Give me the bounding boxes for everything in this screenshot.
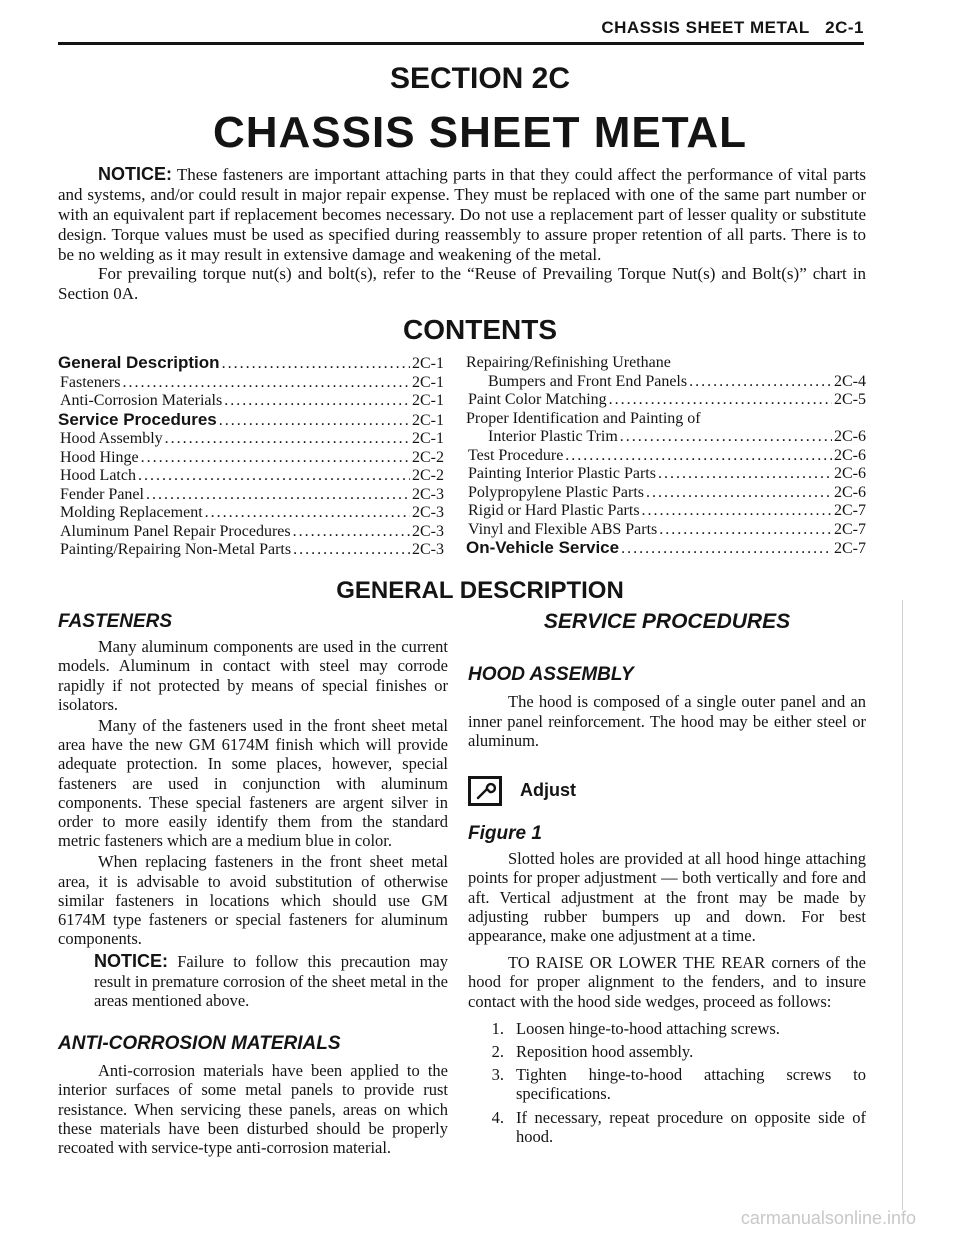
leader-dots <box>689 373 832 392</box>
contents-entry <box>58 430 444 449</box>
leader-dots <box>642 502 832 521</box>
notice-block <box>58 164 866 265</box>
contents-entry-label: Painting Interior Plastic Parts <box>468 465 656 482</box>
wrench-icon <box>468 776 502 806</box>
service-procedures-heading: SERVICE PROCEDURES <box>543 610 791 633</box>
contents-heading-line <box>466 354 866 373</box>
contents-entry-label: Hood Hinge <box>60 448 139 466</box>
contents-entry-page: 2C-1 <box>412 392 444 409</box>
prevailing-torque-text: For prevailing torque nut(s) and bolt(s), refer to the “Reuse of Prevailing Torque Nut(s) and Bolt(s)” chart in Section 0A. <box>58 264 866 303</box>
step-number: 2. <box>491 1042 504 1062</box>
contents-entry-label: Painting/Repairing Non-Metal Parts <box>60 541 292 558</box>
contents-entry-page: 2C-2 <box>412 448 444 466</box>
contents-entry-label: Fender Panel <box>60 485 144 503</box>
leader-dots <box>565 447 832 466</box>
step-number: 4. <box>491 1107 504 1127</box>
contents-entry-page: 2C-3 <box>412 504 444 521</box>
contents-entry <box>58 392 444 411</box>
step-text: Reposition hood assembly. <box>516 1042 694 1062</box>
fasteners-notice-label: NOTICE: <box>94 951 168 972</box>
leader-dots <box>658 465 832 484</box>
contents-entry-page: 2C-7 <box>834 502 866 519</box>
running-header: CHASSIS SHEET METAL 2C-1 <box>601 18 864 37</box>
leader-dots <box>609 391 832 410</box>
leader-dots <box>141 449 410 468</box>
contents-entry-label: Proper Identification and Painting of <box>466 409 701 427</box>
contents-entry-label: Vinyl and Flexible ABS Parts <box>468 520 658 538</box>
contents-entry-label: Aluminum Panel Repair Procedures <box>60 522 291 540</box>
figure-label: Figure 1 <box>468 823 542 845</box>
contents-entry <box>58 523 444 542</box>
leader-dots <box>205 504 410 523</box>
contents-entry-label: Molding Replacement <box>60 504 203 521</box>
prevailing-torque-note <box>58 264 866 304</box>
contents-entry-label: Test Procedure <box>468 446 564 464</box>
contents-entry-page: 2C-3 <box>412 541 444 558</box>
contents-entry <box>58 541 444 560</box>
step-text: If necessary, repeat procedure on opposite side of hood. <box>516 1107 866 1146</box>
procedure-step <box>468 1065 866 1103</box>
contents-entry-label: General Description <box>58 353 220 372</box>
leader-dots <box>659 521 832 540</box>
contents-entry-label: Rigid or Hard Plastic Parts <box>468 502 640 519</box>
raise-lower-paragraph: TO RAISE OR LOWER THE REAR corners of the hood for proper alignment to the fenders, and to insure contact with the hood side wedges, proceed as follows: <box>468 953 866 1011</box>
contents-entry <box>58 486 444 505</box>
notice-label: NOTICE: <box>98 164 172 184</box>
procedure-step <box>468 1019 866 1038</box>
contents-entry-page: 2C-3 <box>412 522 444 540</box>
leader-dots <box>293 523 410 542</box>
leader-dots <box>646 484 832 503</box>
leader-dots <box>620 428 832 447</box>
procedure-step <box>468 1042 866 1061</box>
step-number: 3. <box>491 1065 504 1085</box>
hood-assembly-heading: HOOD ASSEMBLY <box>468 664 634 686</box>
contents-entry-label: Bumpers and Front End Panels <box>488 372 688 390</box>
contents-entry-page: 2C-6 <box>834 483 866 501</box>
contents-heading-line <box>466 410 866 429</box>
leader-dots <box>122 374 410 393</box>
fasteners-notice <box>58 952 448 1010</box>
contents-entry <box>466 391 866 410</box>
contents-entry <box>466 465 866 484</box>
contents-entry-page: 2C-1 <box>412 430 444 447</box>
contents-entry <box>466 428 866 447</box>
contents-right-column <box>466 354 866 559</box>
contents-entry <box>58 504 444 523</box>
leader-dots <box>146 486 410 505</box>
general-description-title: GENERAL DESCRIPTION <box>336 577 624 604</box>
contents-entry-label: Fasteners <box>60 373 121 391</box>
contents-entry-label: Paint Color Matching <box>468 391 607 408</box>
contents-entry <box>58 374 444 393</box>
adjust-paragraph: Slotted holes are provided at all hood hinge attaching points for proper adjustment — both vertically and fore and aft. Vertical adjustment at the front may be made by adjusting rubber bumpers up and down. For best appearance, make one adjustment at a time. <box>468 849 866 946</box>
hood-assembly-paragraph: The hood is composed of a single outer panel and an inner panel reinforcement. The hood may be either steel or aluminum. <box>468 692 866 750</box>
contents-entry-page: 2C-7 <box>834 540 866 557</box>
contents-left-column <box>58 354 444 560</box>
watermark: carmanualsonline.info <box>740 1208 916 1228</box>
notice-text: These fasteners are important attaching parts in that they could affect the performance of vital parts and systems, and/or could result in major repair expense. They must be replaced with one of the same part number or with an equivalent part if replacement becomes necessary. Do not use a replacement part of lesser quality or substitute design. Torque values must be used as specified during reassembly to assure proper retention of all parts. There is to be no welding as it may result in extensive damage and weakening of the metal. <box>58 165 866 264</box>
leader-dots <box>224 392 410 411</box>
contents-entry <box>466 521 866 540</box>
contents-entry-page: 2C-6 <box>834 428 866 445</box>
leader-dots <box>222 355 410 374</box>
contents-entry <box>466 373 866 392</box>
contents-entry-page: 2C-6 <box>834 446 866 464</box>
adjust-label: Adjust <box>520 780 576 801</box>
contents-entry <box>58 354 444 374</box>
contents-entry-label: Interior Plastic Trim <box>488 428 618 445</box>
header-rule <box>58 42 864 45</box>
fasteners-notice-text: Failure to follow this precaution may result in premature corrosion of the sheet metal in the areas mentioned above. <box>94 952 448 1010</box>
contents-entry-label: Hood Latch <box>60 467 136 484</box>
contents-entry-label: Hood Assembly <box>60 430 163 447</box>
contents-entry <box>58 467 444 486</box>
section-title: SECTION 2C <box>389 62 571 95</box>
procedure-step <box>468 1108 866 1146</box>
procedure-steps <box>468 1019 866 1146</box>
contents-entry-label: Repairing/Refinishing Urethane <box>466 354 671 371</box>
fasteners-paragraph-3: When replacing fasteners in the front sheet metal area, it is advisable to avoid substitution of otherwise similar fasteners in locations which should use GM 6174M type fasteners or special fasteners for aluminum components. <box>58 852 448 949</box>
contents-entry-page: 2C-4 <box>834 372 866 390</box>
contents-entry <box>58 449 444 468</box>
contents-entry-label: Service Procedures <box>58 409 217 429</box>
contents-entry-page: 2C-7 <box>834 520 866 538</box>
fasteners-paragraph-1: Many aluminum components are used in the current models. Aluminum in contact with steel may corrode rapidly if not protected by means of special finishes or isolators. <box>58 637 448 714</box>
contents-entry-label: On-Vehicle Service <box>466 538 620 557</box>
contents-entry <box>466 502 866 521</box>
left-text-column <box>58 612 448 1157</box>
page-title: CHASSIS SHEET METAL <box>212 108 747 157</box>
contents-entry-page: 2C-1 <box>412 373 444 391</box>
step-text: Loosen hinge-to-hood attaching screws. <box>516 1018 780 1038</box>
contents-entry <box>466 484 866 503</box>
fasteners-paragraph-2: Many of the fasteners used in the front sheet metal area have the new GM 6174M finish which will provide adequate protection. In some places, however, special fasteners are used in conjunction with aluminum components. These special fasteners are argent silver in order to more easily identify them from the standard metric fasteners which are a medium blue in color. <box>58 716 448 851</box>
leader-dots <box>165 430 410 449</box>
contents-entry <box>466 539 866 559</box>
contents-title: CONTENTS <box>403 314 557 345</box>
contents-entry-label: Polypropylene Plastic Parts <box>468 483 644 501</box>
contents-entry-page: 2C-6 <box>834 465 866 482</box>
leader-dots <box>621 540 832 559</box>
contents-entry-page: 2C-5 <box>834 391 866 408</box>
anti-corrosion-paragraph: Anti-corrosion materials have been applied to the interior surfaces of some metal panels to provide rust resistance. When servicing these panels, areas on which these materials have been disturbed should be properly recoated with service-type anti-corrosion material. <box>58 1061 448 1158</box>
contents-entry <box>466 447 866 466</box>
contents-entry-page: 2C-2 <box>412 467 444 484</box>
adjust-row <box>468 776 866 806</box>
contents-entry <box>58 411 444 431</box>
leader-dots <box>293 541 410 560</box>
step-text: Tighten hinge-to-hood attaching screws to specifications. <box>516 1065 866 1104</box>
contents-entry-page: 2C-1 <box>412 355 444 372</box>
anti-corrosion-heading: ANTI-CORROSION MATERIALS <box>58 1033 341 1055</box>
step-number: 1. <box>491 1018 504 1038</box>
margin-rule <box>902 600 903 1210</box>
leader-dots <box>219 412 410 431</box>
leader-dots <box>138 467 410 486</box>
contents-entry-page: 2C-3 <box>412 485 444 503</box>
fasteners-heading: FASTENERS <box>58 611 173 632</box>
contents-entry-page: 2C-1 <box>412 411 444 429</box>
right-text-column <box>468 612 866 1150</box>
contents-entry-label: Anti-Corrosion Materials <box>60 392 223 409</box>
